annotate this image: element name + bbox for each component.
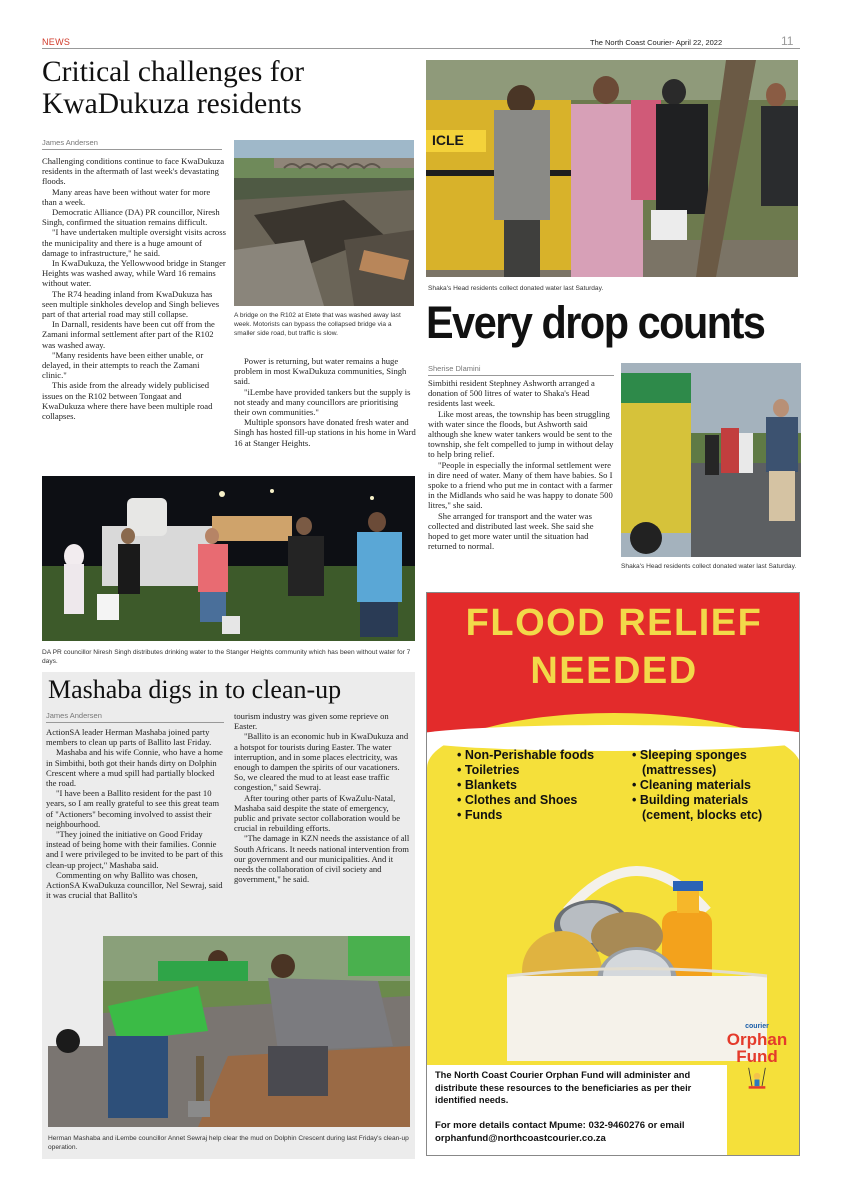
byline-story2: Sherise Dlamini — [428, 364, 614, 376]
advert-title-line1: FLOOD RELIEF — [465, 602, 763, 644]
advert-contact-text: For more details contact Mpume: 032-9460276 or email orphanfund@northcoastcourier.co.za — [435, 1120, 685, 1144]
story3-column-1 — [46, 727, 226, 900]
paragraph: Multiple sponsors have donated fresh water and Singh has hosted fill-up stations in his home in Ward 16 at Stanger Heights. — [234, 417, 416, 448]
swing-child-icon — [732, 1067, 782, 1097]
paragraph: Challenging conditions continue to face KwaDukuza residents in the aftermath of last week's devastating floods. — [42, 156, 225, 187]
paragraph: "Many residents have been either unable, or delayed, in their attempts to reach the Zamani clinic." — [42, 349, 204, 381]
paragraph: "People in especially the informal settlement were in dire need of water. Many of them have babies. So I spoke to a friend who put me in contact with a farmer in the Midlands who said he was happy to donate 500 litres," she said. — [428, 459, 613, 511]
paragraph: "I have been a Ballito resident for the past 10 years, so I am really grateful to see this great team of "Actioners" becoming involved to assist their neighbourhood. — [46, 788, 219, 829]
header-rule — [42, 48, 800, 49]
story2-body — [428, 378, 614, 551]
paragraph: Many areas have been without water for more than a week. — [42, 186, 211, 207]
paragraph: Mashaba and his wife Connie, who have a home in Simbithi, both got their hands dirty on Dolphin Crescent where a mud spill had partially blocked the road. — [46, 747, 223, 789]
water-collection-side-photo — [621, 363, 801, 557]
paragraph: Simbithi resident Stephney Ashworth arranged a donation of 500 litres of water to Shaka's Head residents last week. — [428, 378, 595, 409]
list-item: • Clothes and Shoes — [457, 793, 578, 807]
water-collection-top-photo — [426, 60, 798, 277]
list-item: • Non-Perishable foods — [457, 748, 595, 762]
paragraph: In KwaDukuza, the Yellowwood bridge in Stanger Heights was washed away, while Ward 16 remains without water. — [42, 258, 226, 289]
paragraph: This aside from the already widely publicised issues on the R102 between Tongaat and KwaDukuza where there have been multiple road collapses. — [42, 380, 213, 422]
list-item: • Toiletries — [457, 763, 520, 777]
section-label: NEWS — [42, 37, 71, 47]
paragraph: Democratic Alliance (DA) PR councillor, Niresh Singh, confirmed the situation remains difficult. — [42, 207, 220, 228]
paragraph: Like most areas, the township has been struggling with water since the floods, but Ashworth said although she knew water tankers would be sent to the township, she felt compelled to jump in without delay to help bring relief. — [428, 408, 614, 460]
paragraph: In Darnall, residents have been cut off from the Zamani informal settlement after part of the R102 was washed away. — [42, 319, 215, 350]
orphan-fund-logo — [717, 1023, 797, 1103]
logo-courier-word: courier — [745, 1023, 769, 1030]
list-item: • Sleeping sponges (mattresses) — [632, 748, 747, 777]
byline-story1: James Andersen — [42, 138, 222, 150]
logo-orphan-word: Orphan — [726, 1030, 788, 1049]
cleanup-photo — [48, 936, 410, 1127]
paragraph: After touring other parts of KwaZulu-Natal, Mashaba said despite the state of emergency, public and private sector collaboration would be crucial in rebuilding efforts. — [234, 792, 401, 834]
side-photo-caption: Shaka's Head residents collect donated water last Saturday. — [621, 563, 797, 570]
headline-mashaba: Mashaba digs in to clean-up — [48, 675, 342, 704]
paragraph: tourism industry was given some reprieve on Easter. — [234, 711, 389, 732]
advert-list-left — [457, 748, 647, 823]
paragraph: ActionSA leader Herman Mashaba joined party members to clean up parts of Ballito last Friday. — [46, 727, 212, 748]
paragraph: "iLembe have provided tankers but the supply is not steady and many councillors are prioritising their own communities." — [234, 386, 411, 418]
headline-critical-challenges: Critical challenges for KwaDukuza residents — [42, 56, 305, 120]
top-photo-caption: Shaka's Head residents collect donated water last Saturday. — [428, 285, 604, 292]
bridge-photo — [234, 140, 414, 306]
byline-story3: James Andersen — [46, 711, 224, 723]
advert-footer-text: The North Coast Courier Orphan Fund will administer and distribute these resources to the beneficiaries as per their identified needs. — [435, 1070, 692, 1105]
flood-relief-advert — [426, 592, 800, 1156]
paragraph: "They joined the initiative on Good Friday instead of being home with their families. Connie and I were privileged to be invited to be part of this clean-up project," Mashaba said. — [46, 829, 223, 870]
page-number: 11 — [781, 34, 794, 48]
paragraph: She arranged for transport and the water was collected and distributed last week. She said she hoped to get more water until the situation had returned to normal. — [428, 510, 594, 552]
paragraph: Commenting on why Ballito was chosen, ActionSA KwaDukuza councillor, Nel Sewraj, said it was crucial that Ballito's — [46, 869, 223, 901]
bridge-caption: A bridge on the R102 at Etete that was washed away last week. Motorists can bypass the collapsed bridge via a smaller side road, but traffic is slow. — [234, 312, 401, 337]
paper-date: The North Coast Courier- April 22, 2022 — [590, 38, 723, 47]
list-item: • Building materials (cement, blocks etc) — [632, 793, 763, 822]
story3-column-2 — [234, 711, 412, 884]
headline-every-drop-counts: Every drop counts — [426, 297, 765, 348]
cleanup-caption: Herman Mashaba and iLembe councillor Annet Sewraj help clear the mud on Dolphin Crescent during last Friday's clean-up operation. — [48, 1135, 409, 1151]
paragraph: The R74 heading inland from KwaDukuza has seen multiple sinkholes develop and Singh believes part of that arterial road may still collapse. — [42, 288, 220, 320]
list-item: • Funds — [457, 808, 503, 822]
list-item: • Blankets — [457, 778, 517, 792]
list-item: • Cleaning materials — [632, 778, 752, 792]
story1-column-1 — [42, 156, 226, 421]
night-water-distribution-photo — [42, 476, 415, 641]
truck-lettering: ICLE — [428, 132, 468, 148]
advert-list-right — [632, 748, 797, 823]
story1-column-2 — [234, 356, 416, 448]
paragraph: "The damage in KZN needs the assistance of all South Africans. It needs national intervention from our government and our municipalities. And it needs the collaboration of civil society and government," he said. — [234, 833, 410, 885]
paragraph: "Ballito is an economic hub in KwaDukuza and a hotspot for tourists during Easter. The water interruption, and in some places electricity, was enough to dampen the spirits of our vacationers. So, we cleared the mud to at least ease traffic congestion," said Sewraj. — [234, 731, 409, 793]
paragraph: Power is returning, but water remains a huge problem in most KwaDukuza communities, Singh said. — [234, 356, 407, 387]
paragraph: "I have undertaken multiple oversight visits across the municipality and there is a huge amount of damage to infrastructure," he said. — [42, 227, 226, 258]
advert-title-line2: NEEDED — [530, 650, 698, 692]
night-photo-caption: DA PR councillor Niresh Singh distributes drinking water to the Stanger Heights community which has been without water for 7 days. — [42, 649, 411, 665]
logo-fund-word: Fund — [736, 1047, 778, 1066]
